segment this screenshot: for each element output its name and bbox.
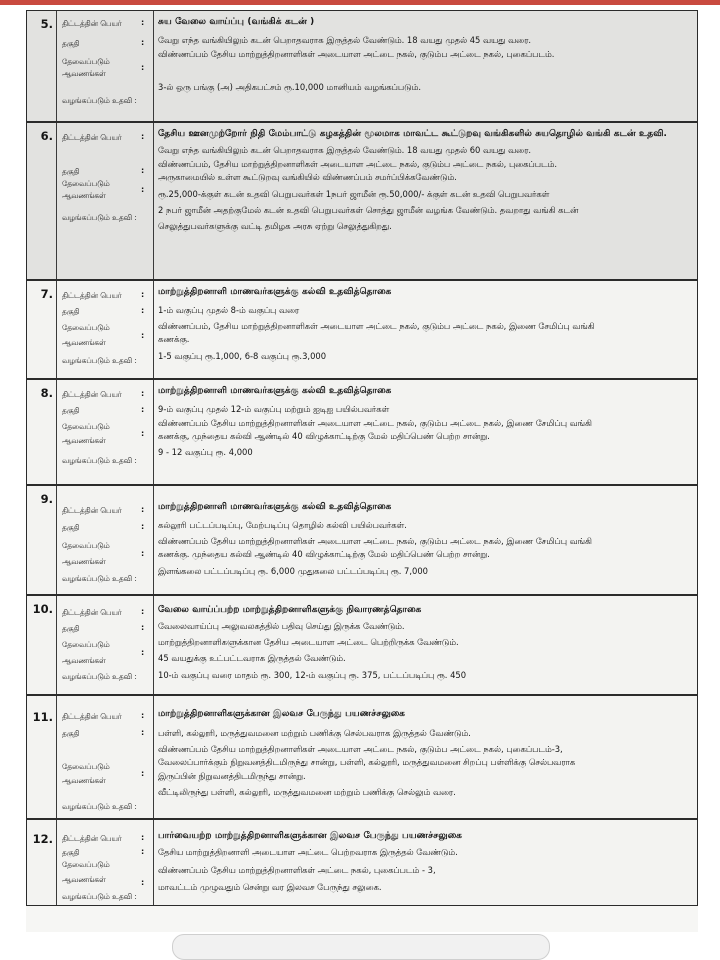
label-assistance: வழங்கப்படும் உதவி :: [62, 456, 137, 465]
label-documents-2: ஆவணங்கள்: [62, 436, 106, 445]
label-eligibility: தகுதி: [62, 848, 80, 857]
detail-line: கணக்கு.: [158, 334, 190, 345]
column-divider: [153, 380, 154, 484]
label-eligibility: தகுதி: [62, 624, 80, 633]
scheme-details: [158, 708, 687, 799]
scheme-details: [158, 128, 687, 234]
colon: :: [141, 166, 145, 175]
detail-line: 45 வயதுக்கு உட்பட்டவராக இருத்தல் வேண்டும்.: [158, 653, 346, 664]
label-assistance: வழங்கப்படும் உதவி :: [62, 802, 137, 811]
column-divider: [153, 596, 154, 694]
label-scheme-name: திட்டத்தின் பெயர்: [62, 19, 122, 28]
scheme-details: [158, 16, 687, 95]
scheme-title: பார்வையற்ற மாற்றுத்திறனாளிகளுக்கான இலவச பேருந்து பயணச்சலுகை: [158, 831, 463, 841]
detail-line: 10-ம் வகுப்பு வரை மாதம் ரூ. 300, 12-ம் வகுப்பு ரூ. 375, பட்டப்படிப்பு ரூ. 450: [158, 669, 467, 680]
label-documents-2: ஆவணங்கள்: [62, 875, 106, 884]
column-divider: [56, 820, 57, 905]
scheme-number: 9.: [40, 492, 53, 506]
label-eligibility: தகுதி: [62, 307, 80, 316]
column-divider: [56, 11, 57, 121]
scheme-title: மாற்றுத்திறனாளி மாணவர்களுக்கு கல்வி உதவித்தொகை: [158, 386, 392, 396]
label-documents-2: ஆவணங்கள்: [62, 656, 106, 665]
label-scheme-name: திட்டத்தின் பெயர்: [62, 608, 122, 617]
label-documents: தேவைப்படும்: [62, 57, 110, 66]
detail-line: 9-ம் வகுப்பு முதல் 12-ம் வகுப்பு மற்றும் ஐடிஐ பயில்பவர்கள்: [158, 404, 390, 415]
label-documents-2: ஆவணங்கள்: [62, 776, 106, 785]
colon: :: [141, 648, 145, 657]
bottom-handle[interactable]: [172, 934, 550, 960]
label-documents: தேவைப்படும்: [62, 422, 110, 431]
scheme-number: 12.: [32, 832, 53, 846]
detail-line: செலுத்துபவர்களுக்கு வட்டி தமிழக அரசு ஏற்று செலுத்துகிறது.: [158, 221, 392, 232]
detail-line: கணக்கு, முந்தைய கல்வி ஆண்டில் 40 விழுக்காட்டிற்கு மேல் மதிப்பெண் பெற்ற சான்று.: [158, 431, 490, 442]
detail-line: விண்ணப்பம், தேசிய மாற்றுத்திறனாளிகள் அடையாள அட்டை நகல், குடும்ப அட்டை நகல், இணை சேமிப்பு வங்கி: [158, 320, 595, 331]
detail-line: 9 - 12 வகுப்பு ரூ. 4,000: [158, 446, 253, 457]
scheme-details: [158, 501, 687, 578]
label-documents: தேவைப்படும்: [62, 640, 110, 649]
colon: :: [141, 833, 145, 842]
label-scheme-name: திட்டத்தின் பெயர்: [62, 506, 122, 515]
colon: :: [141, 711, 145, 720]
column-divider: [153, 11, 154, 121]
colon: :: [141, 505, 145, 514]
colon: :: [141, 290, 145, 299]
detail-line: வேலைவாய்ப்பு அலுவலகத்தில் பதிவு செய்து இருக்க வேண்டும்.: [158, 621, 405, 632]
label-eligibility: தகுதி: [62, 406, 80, 415]
colon: :: [141, 405, 145, 414]
detail-line: விண்ணப்பம் தேசிய மாற்றுத்திறனாளிகள் அட்டை நகல், புகைப்படம் - 3,: [158, 864, 436, 875]
detail-line: வேறு எந்த வங்கியிலும் கடன் பெறாதவராக இருத்தல் வேண்டும். 18 வயது முதல் 45 வயது வரை.: [158, 35, 532, 46]
colon: :: [141, 331, 145, 340]
label-documents: தேவைப்படும்: [62, 179, 110, 188]
scheme-title: மாற்றுத்திறனாளிகளுக்கான இலவச பேருந்து பயணச்சலுகை: [158, 709, 406, 719]
detail-line: விண்ணப்பம், தேசிய மாற்றுத்திறனாளிகள் அடையாள அட்டை நகல், குடும்ப அட்டை நகல், புகைப்படம்.: [158, 158, 558, 169]
scheme-6: [26, 122, 698, 280]
label-assistance: வழங்கப்படும் உதவி :: [62, 672, 137, 681]
detail-line: 2 நபர் ஜாமீன் அதற்குமேல் கடன் உதவி பெறுபவர்கள் சொத்து ஜாமீன் வழங்க வேண்டும். தவறாது வங்கி கடன்: [158, 205, 579, 216]
column-divider: [56, 123, 57, 279]
label-eligibility: தகுதி: [62, 167, 80, 176]
detail-line: வீட்டிலிருந்து பள்ளி, கல்லூரி, மருத்துவமனை மற்றும் பணிக்கு செல்லும் வரை.: [158, 787, 456, 798]
detail-line: விண்ணப்பம் தேசிய மாற்றுத்திறனாளிகள் அடையாள அட்டை நகல், குடும்ப அட்டை நகல், இணை சேமிப்பு வங்கி: [158, 535, 592, 546]
label-assistance: வழங்கப்படும் உதவி :: [62, 213, 137, 222]
scheme-title: மாற்றுத்திறனாளி மாணவர்களுக்கு கல்வி உதவித்தொகை: [158, 287, 392, 297]
scheme-9: [26, 485, 698, 595]
detail-line: இளங்கலை பட்டப்படிப்பு ரூ. 6,000 முதுகலை பட்டப்படிப்பு ரூ. 7,000: [158, 565, 428, 576]
colon: :: [141, 728, 145, 737]
label-scheme-name: திட்டத்தின் பெயர்: [62, 712, 122, 721]
label-scheme-name: திட்டத்தின் பெயர்: [62, 291, 122, 300]
detail-line: விண்ணப்பம் தேசிய மாற்றுத்திறனாளிகள் அடையாள அட்டை நகல், குடும்ப அட்டை நகல், இணை சேமிப்பு வங்கி: [158, 417, 592, 428]
column-divider: [56, 696, 57, 818]
detail-line: இருப்பின் நிறுவனத்திடமிருந்து சான்று.: [158, 770, 306, 781]
column-divider: [56, 281, 57, 378]
column-divider: [56, 486, 57, 594]
label-assistance: வழங்கப்படும் உதவி :: [62, 96, 137, 105]
colon: :: [141, 185, 145, 194]
scheme-number: 11.: [32, 710, 53, 724]
detail-line: விண்ணப்பம் தேசிய மாற்றுத்திறனாளிகள் அடையாள அட்டை நகல், குடும்ப அட்டை நகல், புகைப்படம்.: [158, 48, 555, 59]
document-page: [26, 10, 698, 932]
label-documents: தேவைப்படும்: [62, 762, 110, 771]
label-scheme-name: திட்டத்தின் பெயர்: [62, 834, 122, 843]
colon: :: [141, 769, 145, 778]
scheme-number: 6.: [40, 129, 53, 143]
label-documents-2: ஆவணங்கள்: [62, 557, 106, 566]
label-documents: தேவைப்படும்: [62, 323, 110, 332]
label-documents-2: ஆவணங்கள்: [62, 69, 106, 78]
colon: :: [141, 607, 145, 616]
colon: :: [141, 38, 145, 47]
detail-line: வேறு எந்த வங்கியிலும் கடன் பெறாதவராக இருத்தல் வேண்டும். 18 வயது முதல் 60 வயது வரை.: [158, 145, 532, 156]
colon: :: [141, 306, 145, 315]
label-assistance: வழங்கப்படும் உதவி :: [62, 574, 137, 583]
column-divider: [153, 820, 154, 905]
label-documents-2: ஆவணங்கள்: [62, 338, 106, 347]
scheme-number: 8.: [40, 386, 53, 400]
colon: :: [141, 522, 145, 531]
colon: :: [141, 63, 145, 72]
detail-line: 3-ல் ஒரு பங்கு (அ) அதிகபட்சம் ரூ.10,000 மானியம் வழங்கப்படும்.: [158, 82, 421, 93]
colon: :: [141, 623, 145, 632]
label-eligibility: தகுதி: [62, 729, 80, 738]
label-scheme-name: திட்டத்தின் பெயர்: [62, 390, 122, 399]
detail-line: கல்லூரி பட்டப்படிப்பு, மேற்படிப்பு தொழில் கல்வி பயில்பவர்கள்.: [158, 520, 407, 531]
detail-line: மாற்றுத்திறனாளிகளுக்கான தேசிய அடையாள அட்டை பெற்றிருக்க வேண்டும்.: [158, 636, 459, 647]
scheme-11: [26, 695, 698, 819]
detail-line: ரூ.25,000-க்குள் கடன் உதவி பெறுபவர்கள் 1நபர் ஜாமீன் ரூ.50,000/- க்குள் கடன் உதவி பெறுபவர்கள்: [158, 188, 550, 199]
colon: :: [141, 429, 145, 438]
column-divider: [153, 486, 154, 594]
label-scheme-name: திட்டத்தின் பெயர்: [62, 133, 122, 142]
column-divider: [153, 123, 154, 279]
scheme-12: [26, 819, 698, 906]
colon: :: [141, 878, 145, 887]
column-divider: [56, 380, 57, 484]
colon: :: [141, 847, 145, 856]
detail-line: பள்ளி, கல்லூரி, மருத்துவமனை மற்றும் பணிக்கு செல்பவராக இருத்தல் வேண்டும்.: [158, 728, 471, 739]
scheme-title: சுய வேலை வாய்ப்பு (வங்கிக் கடன் ): [158, 17, 315, 27]
colon: :: [141, 18, 145, 27]
top-accent-bar: [0, 0, 720, 5]
scheme-details: [158, 385, 687, 459]
detail-line: 1-5 வகுப்பு ரூ.1,000, 6-8 வகுப்பு ரூ.3,000: [158, 350, 327, 361]
detail-line: அருகாமையில் உள்ள கூட்டுறவு வங்கியில் விண்ணப்பம் சமர்ப்பிக்கவேண்டும்.: [158, 172, 457, 183]
colon: :: [141, 549, 145, 558]
scheme-5: [26, 10, 698, 122]
scheme-10: [26, 595, 698, 695]
scheme-title: வேலை வாய்ப்பற்ற மாற்றுத்திறனாளிகளுக்கு நிவாரணத்தொகை: [158, 605, 422, 615]
scheme-title: தேசிய ஊனமுற்றோர் நிதி மேம்பாட்டு கழகத்தின் மூலமாக மாவட்ட கூட்டுறவு வங்கிகளில் சுயதொழில் வங்கி கடன் உதவி.: [158, 129, 668, 139]
detail-line: கணக்கு. முந்தைய கல்வி ஆண்டில் 40 விழுக்காட்டிற்கு மேல் மதிப்பெண் பெற்ற சான்று.: [158, 549, 490, 560]
scheme-number: 5.: [40, 17, 53, 31]
label-assistance: வழங்கப்படும் உதவி :: [62, 356, 137, 365]
scheme-title: மாற்றுத்திறனாளி மாணவர்களுக்கு கல்வி உதவித்தொகை: [158, 502, 392, 512]
scheme-number: 10.: [32, 602, 53, 616]
label-documents: தேவைப்படும்: [62, 541, 110, 550]
detail-line: விண்ணப்பம் தேசிய மாற்றுத்திறனாளிகள் அடையாள அட்டை நகல், குடும்ப அட்டை நகல், புகைப்படம்-3,: [158, 743, 563, 754]
detail-line: தேசிய மாற்றுத்திறனாளி அடையாள அட்டை பெற்றவராக இருத்தல் வேண்டும்.: [158, 847, 458, 858]
colon: :: [141, 132, 145, 141]
detail-line: 1-ம் வகுப்பு முதல் 8-ம் வகுப்பு வரை: [158, 305, 300, 316]
scheme-8: [26, 379, 698, 485]
label-documents-2: ஆவணங்கள்: [62, 191, 106, 200]
column-divider: [153, 696, 154, 818]
label-eligibility: தகுதி: [62, 39, 80, 48]
scheme-details: [158, 286, 687, 363]
column-divider: [153, 281, 154, 378]
colon: :: [141, 389, 145, 398]
detail-line: வேலைப்பார்க்கும் நிறுவனத்திடமிருந்து சான்று, பள்ளி, கல்லூரி, மருத்துவமனை சிறப்பு பள்ளிக்கு செல்பவராக: [158, 757, 576, 768]
label-assistance: வழங்கப்படும் உதவி :: [62, 892, 137, 901]
scheme-number: 7.: [40, 287, 53, 301]
detail-line: மாவட்டம் முழுவதும் சென்று வர இலவச பேருந்து சலுகை.: [158, 882, 382, 893]
column-divider: [56, 596, 57, 694]
label-documents: தேவைப்படும்: [62, 860, 110, 869]
label-eligibility: தகுதி: [62, 523, 80, 532]
scheme-7: [26, 280, 698, 379]
scheme-details: [158, 604, 687, 682]
scheme-details: [158, 830, 687, 895]
